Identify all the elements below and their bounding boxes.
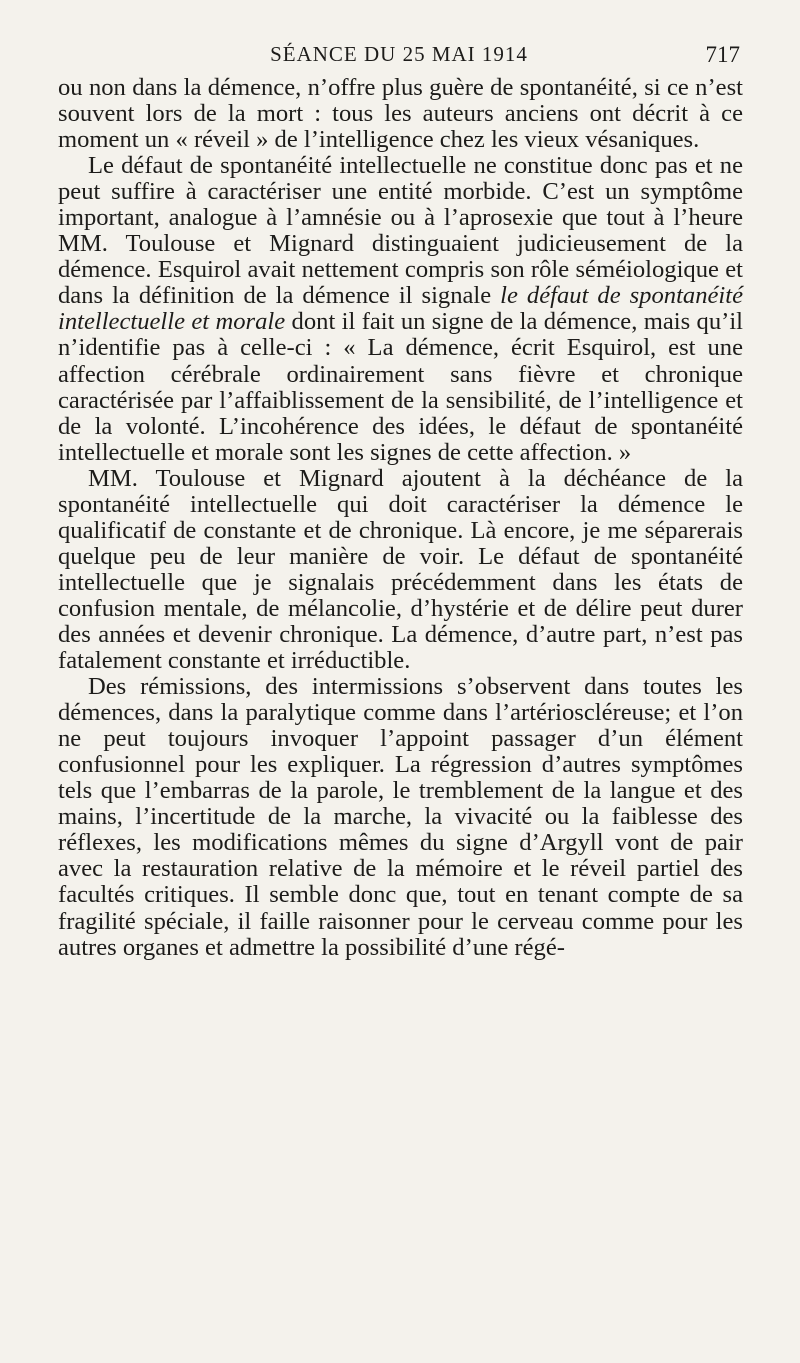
paragraph-3 bbox=[58, 466, 743, 674]
paragraph-2-text-b: dont il fait un signe de la démence, mais qu’il n’identifie pas à celle-ci : « La démence, écrit Esquirol, est une affection cérébrale ordinairement sans fièvre et chronique caractérisée par l’affaiblissement de la sensibilité, de l’intelligence et de la volonté. L’incohérence des idées, le défaut de spontanéité intellectuelle et morale sont les signes de cette affection. » bbox=[58, 308, 743, 466]
paragraph-2-text-a: Le défaut de spontanéité intellectuelle ne constitue donc pas et ne peut suffire à caractériser une entité morbide. C’est un symptôme important, analogue à l’amnésie ou à l’aprosexie que tout à l’heure MM. Toulouse et Mignard distinguaient judicieusement de la démence. Esquirol avait nettement compris son rôle séméiologique et dans la définition de la démence il signale bbox=[58, 152, 743, 310]
page-number: 717 bbox=[705, 42, 740, 67]
running-head: SÉANCE DU 25 MAI 1914 bbox=[270, 42, 528, 66]
paragraph-3-text: MM. Toulouse et Mignard ajoutent à la déchéance de la spontanéité intellectuelle qui doit caractériser la démence le qualificatif de constante et de chronique. Là encore, je me séparerais quelque peu de leur manière de voir. Le défaut de spontanéité intellectuelle que je signalais précédemment dans les états de confusion mentale, de mélancolie, d’hystérie et de délire peut durer des années et devenir chronique. La démence, d’autre part, n’est pas fatalement constante et irréductible. bbox=[58, 464, 743, 675]
paragraph-4-text: Des rémissions, des intermissions s’observent dans toutes les démences, dans la paralytique comme dans l’artérioscléreuse; et l’on ne peut toujours invoquer l’appoint passager d’un élément confusionnel pour les expliquer. La régression d’autres symptômes tels que l’embarras de la parole, le tremblement de la langue et des mains, l’incertitude de la marche, la vivacité ou la faiblesse des réflexes, les modifications mêmes du signe d’Argyll vont de pair avec la restauration relative de la mémoire et le réveil partiel des facultés critiques. Il semble donc que, tout en tenant compte de sa fragilité spéciale, il faille raisonner pour le cerveau comme pour les autres organes et admettre la possibilité d’une régé- bbox=[58, 673, 743, 961]
body-text bbox=[58, 75, 743, 961]
paragraph-4 bbox=[58, 674, 743, 961]
paragraph-1 bbox=[58, 75, 743, 153]
paragraph-2-italic-phrase: le défaut de spontanéité intellectuelle et morale bbox=[58, 282, 744, 336]
page-header bbox=[58, 42, 740, 76]
paragraph-1-text: ou non dans la démence, n’offre plus guère de spontanéité, si ce n’est souvent lors de la mort : tous les auteurs anciens ont décrit à ce moment un « réveil » de l’intelligence chez les vieux vésaniques. bbox=[58, 74, 743, 154]
paragraph-2 bbox=[58, 153, 743, 466]
